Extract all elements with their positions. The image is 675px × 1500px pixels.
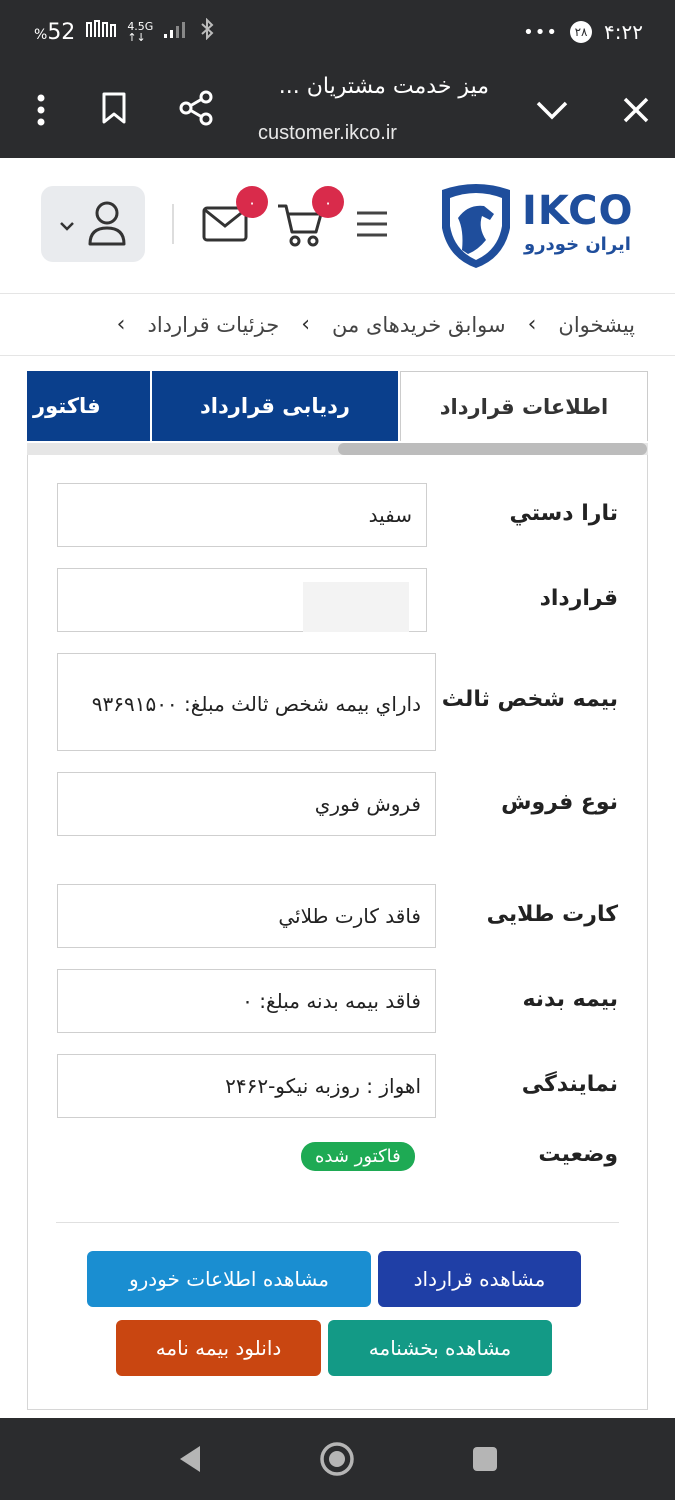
browser-toolbar: [0, 66, 675, 158]
more-notifications-icon: •••: [523, 21, 559, 43]
notification-badge: ۲۸: [570, 21, 592, 43]
status-row: [27, 1140, 648, 1180]
battery-indicator: [34, 20, 75, 45]
logo-subtitle: ایران خودرو: [524, 234, 631, 255]
form-row: [27, 653, 648, 751]
field-value: اهواز : روزبه نیکو-۲۴۶۲: [57, 1054, 436, 1118]
tab-contract-tracking[interactable]: ردیابی قرارداد: [152, 371, 398, 441]
field-value: سفيد: [57, 483, 427, 547]
mail-count-badge: ۰: [236, 186, 268, 218]
ikco-logo[interactable]: [438, 180, 638, 270]
field-value: داراي بيمه شخص ثالث مبلغ: ۹۳۶۹۱۵۰۰: [57, 653, 436, 751]
url-text[interactable]: customer.ikco.ir: [258, 122, 397, 144]
chevron-down-icon[interactable]: [532, 90, 572, 130]
hamburger-menu-icon[interactable]: [355, 210, 389, 242]
battery-level: 52: [47, 19, 76, 45]
field-value: فاقد بيمه بدنه مبلغ: ۰: [57, 969, 436, 1033]
view-vehicle-info-button[interactable]: مشاهده اطلاعات خودرو: [87, 1251, 371, 1307]
back-icon[interactable]: [176, 1444, 204, 1478]
cart-count-badge: ۰: [312, 186, 344, 218]
battery-percent-sign: %: [34, 26, 48, 43]
user-menu-button[interactable]: [41, 186, 145, 262]
close-icon[interactable]: [616, 90, 656, 130]
breadcrumb-purchase-history[interactable]: سوابق خریدهای من: [332, 312, 506, 337]
network-generation: 4.5G: [127, 20, 154, 33]
system-nav-bar: [0, 1418, 675, 1500]
menu-dots-icon[interactable]: [26, 90, 56, 130]
field-label: نوع فروش: [501, 790, 618, 815]
site-header: [0, 158, 675, 294]
page-title: میز خدمت مشتریان ...: [278, 74, 489, 99]
field-label: نمایندگی: [521, 1072, 618, 1097]
form-row: [27, 1054, 648, 1120]
header-divider: [172, 204, 174, 244]
redaction-mask: [303, 582, 409, 632]
tab-invoice[interactable]: فاکتور: [27, 371, 150, 441]
share-icon[interactable]: [176, 88, 216, 128]
status-badge: فاکتور شده: [301, 1142, 415, 1171]
field-label: وضعیت: [538, 1142, 618, 1167]
field-label: تارا دستي: [509, 501, 618, 526]
breadcrumb: [0, 294, 675, 356]
view-contract-button[interactable]: مشاهده قرارداد: [378, 1251, 581, 1307]
form-row: [27, 772, 648, 838]
breadcrumb-dashboard[interactable]: پیشخوان: [558, 312, 635, 337]
tab-contract-info[interactable]: اطلاعات قرارداد: [400, 371, 648, 441]
status-bar: [0, 0, 675, 66]
breadcrumb-contract-details[interactable]: جزئیات قرارداد: [147, 312, 280, 337]
home-icon[interactable]: [318, 1440, 356, 1482]
tabs-scrollbar[interactable]: [338, 443, 647, 455]
user-icon: [87, 200, 127, 250]
hd-voice-icon: [85, 19, 117, 45]
form-row: [27, 568, 648, 634]
breadcrumb-separator-icon: ›: [116, 312, 126, 337]
clock: ۴:۲۲: [604, 20, 643, 44]
breadcrumb-separator-icon: ›: [301, 312, 311, 337]
bookmark-icon[interactable]: [96, 88, 132, 128]
divider: [56, 1222, 619, 1223]
contract-tabs: [27, 371, 648, 443]
form-row: [27, 483, 648, 549]
signal-icon: [163, 19, 189, 45]
recents-icon[interactable]: [471, 1445, 499, 1477]
view-circular-button[interactable]: مشاهده بخشنامه: [328, 1320, 552, 1376]
field-label: کارت طلایی: [486, 902, 618, 927]
breadcrumb-separator-icon: ›: [527, 312, 537, 337]
field-value: فروش فوري: [57, 772, 436, 836]
form-row: [27, 969, 648, 1035]
bluetooth-icon: [199, 18, 215, 46]
form-row: [27, 884, 648, 950]
network-activity: ↑↓: [127, 31, 146, 44]
field-label: قرارداد: [539, 586, 618, 611]
chevron-down-icon: [59, 216, 75, 235]
field-label: بیمه شخص ثالث: [441, 687, 618, 712]
download-insurance-button[interactable]: دانلود بیمه نامه: [116, 1320, 321, 1376]
logo-text: IKCO: [522, 188, 634, 234]
field-value: فاقد کارت طلائي: [57, 884, 436, 948]
network-type: [127, 21, 153, 43]
field-label: بیمه بدنه: [522, 987, 618, 1012]
